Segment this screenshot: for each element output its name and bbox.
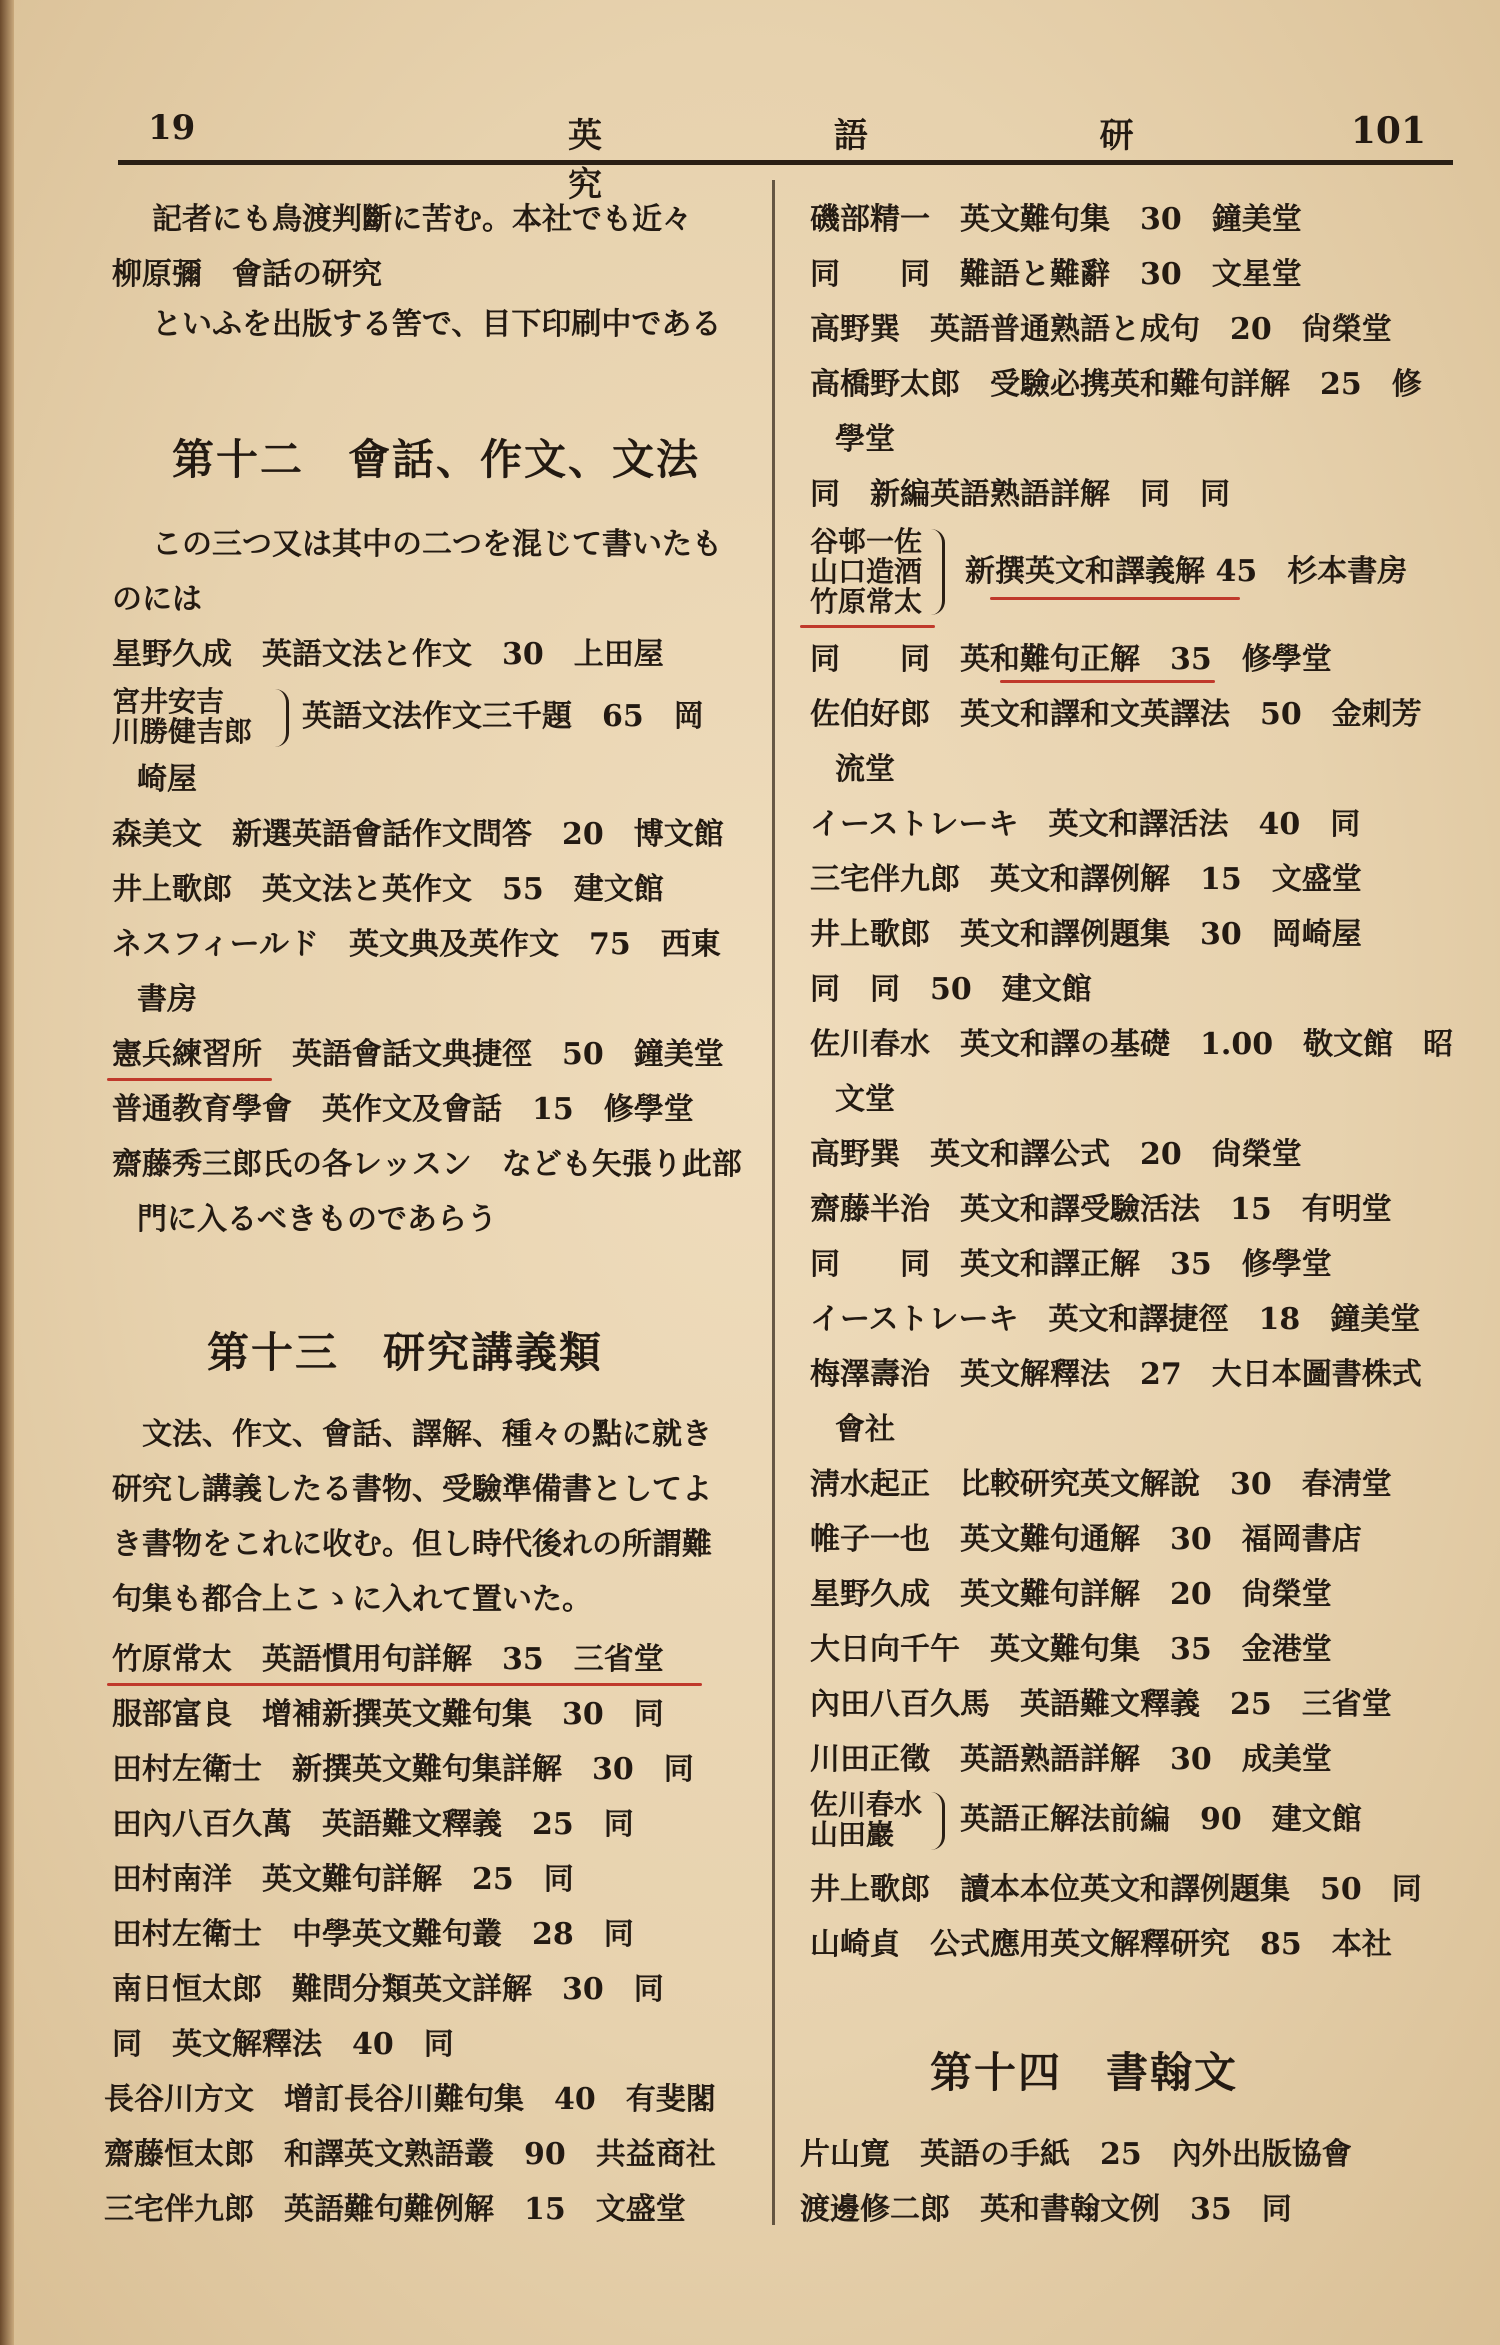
red-underline — [800, 625, 935, 628]
book-entry: 英語文法作文三千題 65 岡 — [302, 699, 704, 734]
author-name: 谷邨一佐 — [810, 525, 923, 558]
page-header — [118, 100, 1440, 205]
book-entry: 同 同 50 建文館 — [810, 972, 1092, 1007]
text-line: 門に入るべきものであらう — [137, 1202, 497, 1237]
book-entry: 田村南洋 英文難句詳解 25 同 — [112, 1862, 574, 1897]
red-underline — [107, 1683, 702, 1686]
red-underline — [990, 597, 1240, 600]
book-entry: 佐川春水 英文和譯の基礎 1.00 敬文館 昭 — [810, 1027, 1454, 1062]
text-line: 研究し講義したる書物、受驗準備書としてよ — [112, 1472, 712, 1507]
section-heading-14: 第十四 書翰文 — [930, 2048, 1239, 2097]
book-entry: 長谷川方文 增訂長谷川難句集 40 有斐閣 — [104, 2082, 716, 2117]
text-line: 會社 — [835, 1412, 895, 1447]
text-line: 記者にも鳥渡判斷に苦む。本社でも近々 — [152, 202, 692, 237]
red-underline — [1000, 680, 1215, 683]
text-line: 句集も都合上こゝに入れて置いた。 — [112, 1582, 592, 1617]
text-line: 書房 — [137, 982, 197, 1017]
book-entry: 帷子一也 英文難句通解 30 福岡書店 — [810, 1522, 1362, 1557]
text-line: 柳原彌 會話の研究 — [112, 257, 382, 292]
book-entry: 淸水起正 比較研究英文解說 30 春淸堂 — [810, 1467, 1392, 1502]
book-entry: 梅澤壽治 英文解釋法 27 大日本圖書株式 — [810, 1357, 1422, 1392]
book-entry: 渡邊修二郎 英和書翰文例 35 同 — [800, 2192, 1292, 2227]
author-name: 山田巖 — [810, 1818, 895, 1851]
book-entry: 山崎貞 公式應用英文解釋研究 85 本社 — [810, 1927, 1392, 1962]
book-entry: 田村左衛士 中學英文難句叢 28 同 — [112, 1917, 634, 1952]
book-entry: 田內八百久萬 英語難文釋義 25 同 — [112, 1807, 634, 1842]
book-entry: 磯部精一 英文難句集 30 鐘美堂 — [810, 202, 1302, 237]
book-entry: 井上歌郎 讀本本位英文和譯例題集 50 同 — [810, 1872, 1422, 1907]
book-entry: 同 同 難語と難辭 30 文星堂 — [810, 257, 1302, 292]
book-entry: ネスフィールド 英文典及英作文 75 西東 — [112, 927, 721, 962]
author-name: 川勝健吉郎 — [112, 715, 253, 748]
right-page-number: 101 — [1350, 110, 1426, 152]
text-line: 齋藤秀三郎氏の各レッスン なども矢張り此部 — [112, 1147, 742, 1182]
book-entry: 憲兵練習所 英語會話文典捷徑 50 鐘美堂 — [112, 1037, 724, 1072]
book-entry: 南日恒太郎 難問分類英文詳解 30 同 — [112, 1972, 664, 2007]
brace-mark — [274, 689, 289, 747]
book-entry: 片山寛 英語の手紙 25 內外出版協會 — [800, 2137, 1352, 2172]
book-entry: 齋藤半治 英文和譯受驗活法 15 有明堂 — [810, 1192, 1392, 1227]
text-line: 文堂 — [835, 1082, 895, 1117]
text-line: 文法、作文、會話、譯解、種々の點に就き — [142, 1417, 712, 1452]
book-entry: 佐伯好郎 英文和譯和文英譯法 50 金刺芳 — [810, 697, 1422, 732]
book-entry: 三宅伴九郎 英語難句難例解 15 文盛堂 — [104, 2192, 686, 2227]
book-entry: 高橋野太郎 受驗必携英和難句詳解 25 修 — [810, 367, 1422, 402]
page-binding-edge — [0, 0, 14, 2345]
running-title: 英 語 研 究 — [568, 116, 1244, 205]
book-entry: 同 新編英語熟語詳解 同 同 — [810, 477, 1230, 512]
book-entry: 同 英文解釋法 40 同 — [112, 2027, 454, 2062]
section-heading-13: 第十三 研究講義類 — [207, 1328, 604, 1377]
book-entry: 同 同 英文和譯正解 35 修學堂 — [810, 1247, 1332, 1282]
column-divider — [772, 180, 775, 2225]
book-entry: 英語正解法前編 90 建文館 — [960, 1802, 1362, 1837]
author-name: 山口造酒 — [810, 555, 923, 588]
book-entry: 高野巽 英文和譯公式 20 尙榮堂 — [810, 1137, 1302, 1172]
book-entry: 高野巽 英語普通熟語と成句 20 尙榮堂 — [810, 312, 1392, 347]
book-entry: 竹原常太 英語慣用句詳解 35 三省堂 — [112, 1642, 664, 1677]
header-rule — [118, 160, 1453, 165]
author-name: 佐川春水 — [810, 1788, 923, 1821]
red-underline — [107, 1078, 272, 1081]
text-line: 流堂 — [835, 752, 895, 787]
book-entry: 井上歌郎 英文法と英作文 55 建文館 — [112, 872, 664, 907]
author-name: 竹原常太 — [810, 585, 923, 618]
text-line: き書物をこれに收む。但し時代後れの所謂難 — [112, 1527, 712, 1562]
section-heading-12: 第十二 會話、作文、文法 — [172, 435, 701, 484]
left-page-number: 19 — [148, 108, 196, 148]
brace-mark — [930, 529, 945, 615]
brace-mark — [930, 1792, 945, 1850]
text-line: 崎屋 — [137, 762, 197, 797]
book-entry: 普通教育學會 英作文及會話 15 修學堂 — [112, 1092, 694, 1127]
book-entry: 井上歌郎 英文和譯例題集 30 岡崎屋 — [810, 917, 1362, 952]
author-name: 宮井安吉 — [112, 685, 225, 718]
book-entry: 星野久成 英文難句詳解 20 尙榮堂 — [810, 1577, 1332, 1612]
book-entry: 川田正徵 英語熟語詳解 30 成美堂 — [810, 1742, 1332, 1777]
book-entry: 森美文 新選英語會話作文問答 20 博文館 — [112, 817, 724, 852]
text-line: この三つ又は其中の二つを混じて書いたも — [152, 527, 722, 562]
book-entry: イーストレーキ 英文和譯捷徑 18 鐘美堂 — [810, 1302, 1421, 1337]
book-entry: 星野久成 英語文法と作文 30 上田屋 — [112, 637, 664, 672]
text-line: のには — [112, 582, 202, 617]
book-entry: イーストレーキ 英文和譯活法 40 同 — [810, 807, 1361, 842]
book-entry: 新撰英文和譯義解 45 杉本書房 — [965, 554, 1408, 589]
book-entry: 田村左衛士 新撰英文難句集詳解 30 同 — [112, 1752, 694, 1787]
text-line: 學堂 — [835, 422, 895, 457]
book-entry: 三宅伴九郎 英文和譯例解 15 文盛堂 — [810, 862, 1362, 897]
text-line: といふを出版する筈で、目下印刷中である — [152, 307, 722, 342]
book-entry: 齋藤恒太郎 和譯英文熟語叢 90 共益商社 — [104, 2137, 716, 2172]
book-entry: 大日向千午 英文難句集 35 金港堂 — [810, 1632, 1332, 1667]
book-entry: 同 同 英和難句正解 35 修學堂 — [810, 642, 1332, 677]
book-entry: 內田八百久馬 英語難文釋義 25 三省堂 — [810, 1687, 1392, 1722]
book-entry: 服部富良 增補新撰英文難句集 30 同 — [112, 1697, 664, 1732]
